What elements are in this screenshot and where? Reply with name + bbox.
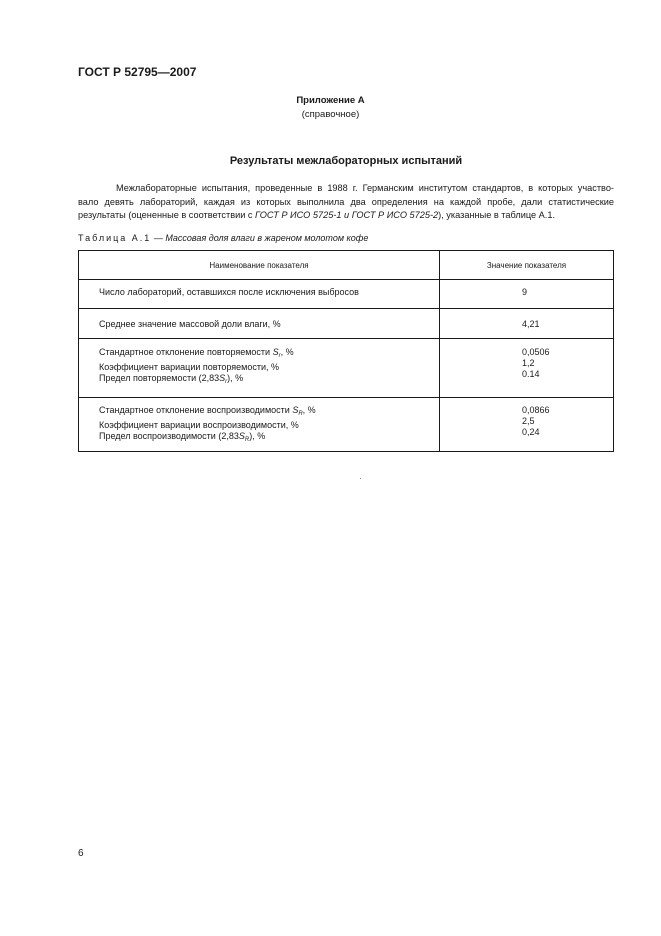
row-value: 0,0506	[522, 347, 550, 357]
row-value: 2,5	[522, 416, 535, 426]
appendix-title: Приложение А	[296, 95, 365, 106]
symbol-sub: r	[278, 353, 281, 359]
table-row	[79, 398, 614, 452]
row-name	[99, 373, 439, 388]
table-row	[79, 339, 614, 398]
row-value: 0.14	[522, 369, 540, 379]
row-name-cell	[79, 398, 440, 452]
row-name: Среднее значение массовой доли влаги, %	[99, 319, 281, 329]
standard-ref-2: ГОСТ Р ИСО 5725-2	[351, 210, 439, 220]
row-name-suffix: , %	[302, 405, 316, 415]
symbol-s: S	[292, 405, 299, 415]
symbol-sub: R	[298, 411, 303, 417]
row-name	[99, 347, 439, 362]
paragraph-line-3	[78, 209, 614, 223]
paragraph-line-3-start: результаты (оцененные в соответствии с	[78, 210, 256, 220]
symbol-s: S	[238, 431, 245, 441]
row-value-cell	[440, 280, 614, 309]
section-title: Результаты межлабораторных испытаний	[229, 155, 463, 167]
row-name-cell	[79, 309, 440, 339]
row-name-cell	[79, 339, 440, 398]
paragraph-line-1: Межлабораторные испытания, проведенные в 1988 г. Германским институтом стандартов, в которых участво-	[116, 183, 614, 193]
row-name	[99, 431, 439, 446]
row-value: 1,2	[522, 358, 535, 368]
row-name	[99, 405, 439, 420]
row-name-text: Стандартное отклонение воспроизводимости	[99, 405, 293, 415]
document-code: ГОСТ Р 52795—2007	[78, 65, 197, 79]
row-value: 4,21	[522, 319, 540, 329]
standard-ref-1: ГОСТ Р ИСО 5725-1	[255, 210, 342, 220]
table-header-row	[79, 251, 614, 280]
row-name-suffix: ), %	[249, 431, 266, 441]
table-caption	[78, 233, 368, 243]
paragraph-line-3-end: ), указанные в таблице А.1.	[438, 210, 556, 220]
row-name-text: Стандартное отклонение повторяемости	[99, 347, 273, 357]
table-caption-dash: —	[151, 233, 166, 243]
row-value-cell	[440, 339, 614, 398]
row-name: Коэффициент вариации воспроизводимости, %	[99, 420, 299, 430]
row-value-cell	[440, 398, 614, 452]
page-number: 6	[78, 848, 84, 859]
row-name: Число лабораторий, оставшихся после исключения выбросов	[99, 287, 359, 297]
paragraph-line-3-and: и	[341, 210, 352, 220]
row-name-suffix: , %	[280, 347, 294, 357]
symbol-s: S	[272, 347, 279, 357]
symbol-sub: r	[225, 379, 228, 385]
row-name-cell	[79, 280, 440, 309]
table-row	[79, 280, 614, 309]
scan-speck	[360, 478, 361, 479]
paragraph-line-2: вало девять лабораторий, каждая из которых выполнила два определения на каждой пробе, дали статистические	[78, 196, 614, 207]
table-caption-label: Таблица А.1	[78, 233, 152, 243]
row-value: 0,24	[522, 427, 540, 437]
row-value: 9	[522, 287, 528, 297]
col-header-value: Значение показателя	[440, 251, 614, 280]
table-caption-title: Массовая доля влаги в жареном молотом кофе	[165, 233, 369, 243]
appendix-heading	[0, 94, 661, 122]
intro-paragraph	[78, 182, 614, 223]
row-value: 0,0866	[522, 405, 550, 415]
row-name: Коэффициент вариации повторяемости, %	[99, 362, 280, 372]
table-row	[79, 309, 614, 339]
symbol-s: S	[219, 373, 226, 383]
data-table	[78, 250, 614, 452]
row-name-suffix: ), %	[227, 373, 244, 383]
row-name-text: Предел воспроизводимости (2,83	[99, 431, 239, 441]
appendix-subtitle: (справочное)	[301, 109, 360, 120]
row-value-cell	[440, 309, 614, 339]
row-name-text: Предел повторяемости (2,83	[99, 373, 220, 383]
symbol-sub: R	[244, 437, 250, 443]
col-header-name: Наименование показателя	[79, 251, 440, 280]
